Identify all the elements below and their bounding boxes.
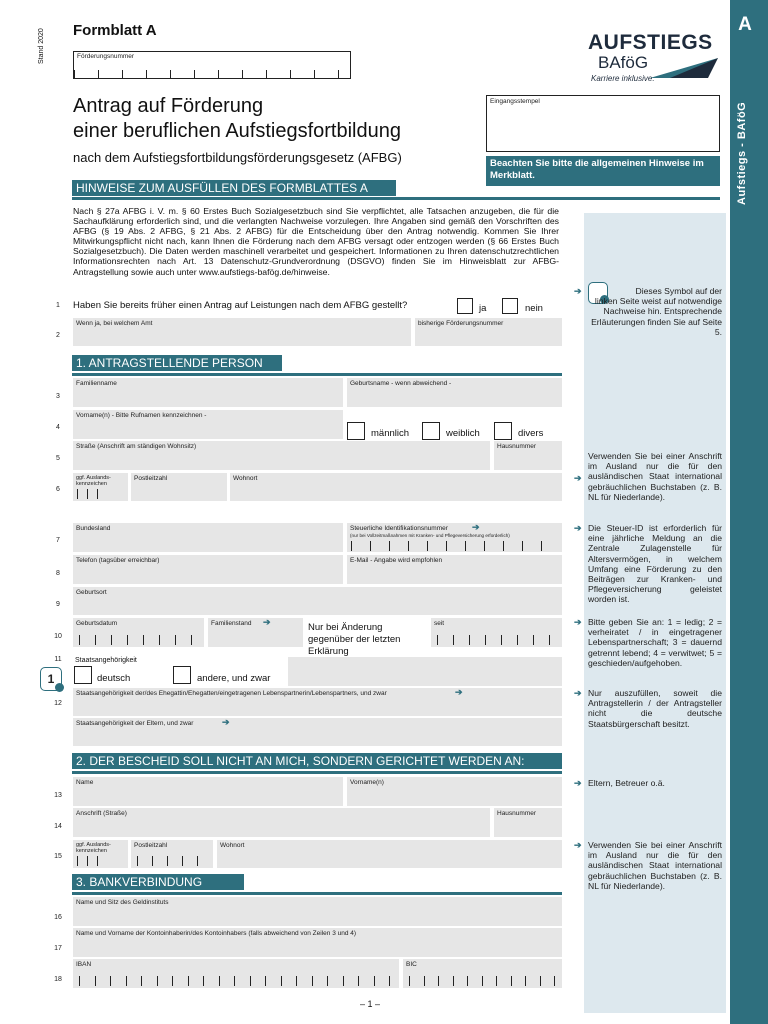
note-eltern: Eltern, Betreuer o.ä. xyxy=(588,778,665,788)
row-number-11: 11 xyxy=(54,656,62,663)
r15-ausland-label: ggf. Auslands-kennzeichen xyxy=(76,842,111,854)
r12-eltern-label: Staatsangehörigkeit der Eltern, und zwar xyxy=(76,720,194,727)
ehegatte-arrow-icon: ➔ xyxy=(455,687,463,697)
note-ausland2: Verwenden Sie bei einer Anschrift im Ausland nur die für den ausländischen Staat international gebräuchlichen Buchstaben (z. B. NL für Niederlande). xyxy=(588,840,722,891)
logo xyxy=(588,32,723,92)
r4-maennlich-label: männlich xyxy=(371,428,410,439)
r1-nein-label: nein xyxy=(525,303,543,314)
r10-geburtsdatum-label: Geburtsdatum xyxy=(76,620,118,627)
note-ausland1-arrow-icon: ➔ xyxy=(574,473,582,483)
r13-name-field[interactable] xyxy=(73,777,343,806)
r15-plz-label: Postleitzahl xyxy=(134,842,168,849)
side-letter: A xyxy=(738,14,752,35)
r15-wohnort-field[interactable] xyxy=(217,840,562,868)
r11-andere-checkbox[interactable] xyxy=(173,666,191,684)
row-number-7: 7 xyxy=(56,537,60,544)
row-number-4: 4 xyxy=(56,424,60,431)
row-number-3: 3 xyxy=(56,393,60,400)
r1-ja-checkbox[interactable] xyxy=(457,298,473,314)
section1-heading: 1. ANTRAGSTELLENDE PERSON xyxy=(72,355,282,371)
r18-bic-label: BIC xyxy=(406,961,417,968)
logo-line2: BAföG xyxy=(598,53,649,72)
r4-weiblich-checkbox[interactable] xyxy=(422,422,440,440)
r7-steuer-field[interactable] xyxy=(347,523,562,552)
note-steuer: Die Steuer-ID ist erforderlich für eine jährliche Meldung an die Zentrale Zulagenstelle für Altersvermögen, in welchem Umfang eine Förderung zu den Beiträgen zur Kranken- und Pflegeversicherung geleistet worden ist. xyxy=(588,523,722,605)
r7-steuer-label: Steuerliche Identifikationsnummer xyxy=(350,525,448,532)
r10-geburtsdatum-ticks xyxy=(79,635,207,645)
row-number-5: 5 xyxy=(56,455,60,462)
row-number-16: 16 xyxy=(54,914,62,921)
r10-seit-field[interactable] xyxy=(431,618,562,647)
r17-kontoinhaber-label: Name und Vorname der Kontoinhaberin/des Kontoinhabers (falls abweichend von Zeilen 3 und 4) xyxy=(76,930,357,937)
r6-plz-label: Postleitzahl xyxy=(134,475,168,482)
r8-telefon-label: Telefon (tagsüber erreichbar) xyxy=(76,557,160,564)
r6-wohnort-label: Wohnort xyxy=(233,475,258,482)
eingangsstempel-label: Eingangsstempel xyxy=(490,98,540,105)
r10-aenderung-label: Nur bei Änderung gegenüber der letzten Erklärung xyxy=(308,622,401,657)
familienstand-arrow-icon: ➔ xyxy=(263,617,271,627)
stand-label: Stand 2020 xyxy=(38,28,45,64)
note-staat-arrow-icon: ➔ xyxy=(574,688,582,698)
r3-geburtsname-label: Geburtsname - wenn abweichend - xyxy=(350,380,452,387)
logo-tagline: Karriere inklusive. xyxy=(591,74,655,83)
hinweis-box: Beachten Sie bitte die allgemeinen Hinweise im Merkblatt. xyxy=(486,156,720,186)
r15-ausland-ticks xyxy=(77,856,107,866)
r11-staat-label: Staatsangehörigkeit xyxy=(75,657,137,664)
note-symbol: Dieses Symbol auf der linken Seite weist auf notwendige Nachweise hin. Entsprechende Erläuterungen finden Sie auf Seite 5. xyxy=(591,286,722,337)
foerderungsnummer-label: Förderungsnummer xyxy=(77,53,135,60)
foerderungsnummer-ticks xyxy=(74,70,362,78)
r14-anschrift-field[interactable] xyxy=(73,808,490,837)
r6-ausland-ticks xyxy=(77,489,107,499)
r18-bic-field[interactable] xyxy=(403,959,562,988)
r14-hausnummer-label: Hausnummer xyxy=(497,810,537,817)
r8-email-field[interactable] xyxy=(347,555,562,584)
r18-iban-ticks xyxy=(79,976,405,986)
row-number-1: 1 xyxy=(56,302,60,309)
row-number-8: 8 xyxy=(56,570,60,577)
r11-andere-field[interactable] xyxy=(288,657,562,686)
r7-bundesland-field[interactable] xyxy=(73,523,343,552)
row-number-13: 13 xyxy=(54,792,62,799)
r4-divers-checkbox[interactable] xyxy=(494,422,512,440)
r10-familienstand-label: Familienstand xyxy=(211,620,252,627)
r13-name-label: Name xyxy=(76,779,94,786)
row-number-15: 15 xyxy=(54,853,62,860)
r10-seit-ticks xyxy=(437,635,565,645)
r16-geldinstitut-field[interactable] xyxy=(73,897,562,926)
side-band-text: Aufstiegs - BAföG xyxy=(736,101,748,205)
r18-bic-ticks xyxy=(409,976,569,986)
note-familienstand: Bitte geben Sie an: 1 = ledig; 2 = verheiratet / in eingetragener Lebenspartnerschaft; 3 = dauernd getrennt lebend; 4 = verwitwet; 5 = geschieden/aufgehoben. xyxy=(588,617,722,668)
logo-swoosh-icon xyxy=(650,56,720,80)
hinweise-heading: HINWEISE ZUM AUSFÜLLEN DES FORMBLATTES A xyxy=(72,180,396,196)
r4-weiblich-label: weiblich xyxy=(446,428,480,439)
page-number: – 1 – xyxy=(360,999,381,1009)
r6-wohnort-field[interactable] xyxy=(230,473,562,501)
r8-telefon-field[interactable] xyxy=(73,555,343,584)
note-eltern-arrow-icon: ➔ xyxy=(574,778,582,788)
r6-ausland-label: ggf. Auslands-kennzeichen xyxy=(76,475,111,487)
r5-strasse-field[interactable] xyxy=(73,441,490,470)
r6-ausland-field[interactable] xyxy=(73,473,128,501)
r2-nummer-field[interactable] xyxy=(415,318,562,346)
r1-nein-checkbox[interactable] xyxy=(502,298,518,314)
note-steuer-arrow-icon: ➔ xyxy=(574,523,582,533)
r10-familienstand-field[interactable] xyxy=(208,618,303,647)
r15-wohnort-label: Wohnort xyxy=(220,842,245,849)
r11-deutsch-label: deutsch xyxy=(97,673,131,684)
section2-line xyxy=(72,771,562,774)
row-number-2: 2 xyxy=(56,332,60,339)
title-line2: einer beruflichen Aufstiegsfortbildung xyxy=(73,120,401,142)
r1-question: Haben Sie bereits früher einen Antrag auf Leistungen nach dem AFBG gestellt? xyxy=(73,300,408,311)
row-number-14: 14 xyxy=(54,823,62,830)
r1-ja-label: ja xyxy=(479,303,487,314)
form-title: Formblatt A xyxy=(73,22,157,39)
hinweise-text: Nach § 27a AFBG i. V. m. § 60 Erstes Buch Sozialgesetzbuch sind Sie verpflichtet, alle Tatsachen anzugeben, die für die Sachaufklärung erforderlich sind, und die verlangten Nachweise vorzulegen. Ihre Angaben sind gemäß den Vorschriften des AFBG (§ 19 Abs. 2 AFBG, § 21 Abs. 2 AFBG) für die Entscheidung über den Antrag notwendig. Kommen Sie Ihrer Mitwirkungspflicht nicht nach, kann Ihnen die Förderung nach dem AFBG versagt oder entzogen werden (§ 66 Erstes Buch Sozialgesetzbuch). Die Daten werden maschinell verarbeitet und gespeichert. Informationen zu Ihren datenschutzrechtlichen Informationsrechten nach Art. 13 Datenschutz-Grundverordnung (DSGVO) finden Sie im Hinweisblatt zur AFBG-Antragstellung sowie auch unter www.aufstiegs-bafög.de/hinweise. xyxy=(73,206,559,277)
r18-iban-field[interactable] xyxy=(73,959,399,988)
r12-ehegatte-field[interactable] xyxy=(73,688,562,716)
nachweis-marker-icon xyxy=(40,667,62,691)
row-number-18: 18 xyxy=(54,976,62,983)
r6-plz-field[interactable] xyxy=(131,473,227,501)
r14-hausnummer-field[interactable] xyxy=(494,808,562,837)
row-number-6: 6 xyxy=(56,486,60,493)
r3-geburtsname-field[interactable] xyxy=(347,378,562,407)
r16-geldinstitut-label: Name und Sitz des Geldinstituts xyxy=(76,899,169,906)
row-number-10: 10 xyxy=(54,633,62,640)
note-ausland2-arrow-icon: ➔ xyxy=(574,840,582,850)
r14-anschrift-label: Anschrift (Straße) xyxy=(76,810,127,817)
foerderungsnummer-field[interactable] xyxy=(73,51,351,79)
r2-nummer-label: bisherige Förderungsnummer xyxy=(418,320,504,327)
section3-line xyxy=(72,892,562,895)
logo-line1: AUFSTIEGS xyxy=(588,31,713,54)
r11-andere-label: andere, und zwar xyxy=(197,673,271,684)
r5-hausnummer-field[interactable] xyxy=(494,441,562,470)
row-number-9: 9 xyxy=(56,601,60,608)
r17-kontoinhaber-field[interactable] xyxy=(73,928,562,957)
r8-email-label: E-Mail - Angabe wird empfohlen xyxy=(350,557,443,564)
r5-hausnummer-label: Hausnummer xyxy=(497,443,537,450)
row-number-12: 12 xyxy=(54,700,62,707)
r10-seit-label: seit xyxy=(434,620,445,627)
note-symbol-arrow-icon: ➔ xyxy=(574,286,582,296)
note-staat: Nur auszufüllen, soweit die Antragstellerin / der Antragsteller nicht die deutsche Staatsbürgerschaft besitzt. xyxy=(588,688,722,729)
r4-vorname-label: Vorname(n) - Bitte Rufnamen kennzeichnen - xyxy=(76,412,207,419)
row-number-17: 17 xyxy=(54,945,62,952)
r13-vorname-label: Vorname(n) xyxy=(350,779,384,786)
r13-vorname-field[interactable] xyxy=(347,777,562,806)
title-line1: Antrag auf Förderung xyxy=(73,95,264,117)
r15-ausland-field[interactable] xyxy=(73,840,128,868)
steuer-arrow-icon: ➔ xyxy=(472,522,480,532)
nachweis-marker-dot xyxy=(55,683,64,692)
r2-amt-field[interactable] xyxy=(73,318,411,346)
r15-plz-ticks xyxy=(137,856,212,866)
section1-line xyxy=(72,373,562,376)
nachweis-marker-number: 1 xyxy=(47,672,55,686)
r7-bundesland-label: Bundesland xyxy=(76,525,111,532)
r15-plz-field[interactable] xyxy=(131,840,213,868)
r12-eltern-field[interactable] xyxy=(73,718,562,746)
r4-maennlich-checkbox[interactable] xyxy=(347,422,365,440)
eltern-arrow-icon: ➔ xyxy=(222,717,230,727)
r4-divers-label: divers xyxy=(518,428,544,439)
r4-vorname-field[interactable] xyxy=(73,410,343,439)
section3-heading: 3. BANKVERBINDUNG xyxy=(72,874,244,890)
r9-geburtsort-field[interactable] xyxy=(73,587,562,615)
r3-familienname-label: Familienname xyxy=(76,380,117,387)
r5-strasse-label: Straße (Anschrift am ständigen Wohnsitz) xyxy=(76,443,197,450)
r10-geburtsdatum-field[interactable] xyxy=(73,618,204,647)
r7-steuer-ticks xyxy=(351,541,560,551)
section2-heading: 2. DER BESCHEID SOLL NICHT AN MICH, SONDERN GERICHTET WERDEN AN: xyxy=(72,753,562,769)
r7-steuer-sublabel: (nur bei Vollzeitmaßnahmen mit Kranken- und Pflegeversicherung erforderlich) xyxy=(350,533,510,538)
r9-geburtsort-label: Geburtsort xyxy=(76,589,107,596)
subtitle: nach dem Aufstiegsfortbildungsförderungsgesetz (AFBG) xyxy=(73,150,402,165)
r3-familienname-field[interactable] xyxy=(73,378,343,407)
r2-amt-label: Wenn ja, bei welchem Amt xyxy=(76,320,153,327)
hinweise-line xyxy=(72,197,720,200)
note-ausland1: Verwenden Sie bei einer Anschrift im Ausland nur die für den ausländischen Staat international gebräuchlichen Buchstaben (z. B. NL für Niederlande). xyxy=(588,451,722,502)
note-familienstand-arrow-icon: ➔ xyxy=(574,617,582,627)
r11-deutsch-checkbox[interactable] xyxy=(74,666,92,684)
eingangsstempel-box xyxy=(486,95,720,152)
r12-ehegatte-label: Staatsangehörigkeit der/des Ehegattin/Ehegatten/eingetragenen Lebenspartnerin/Lebenspartners, und zwar xyxy=(76,690,387,697)
r18-iban-label: IBAN xyxy=(76,961,92,968)
